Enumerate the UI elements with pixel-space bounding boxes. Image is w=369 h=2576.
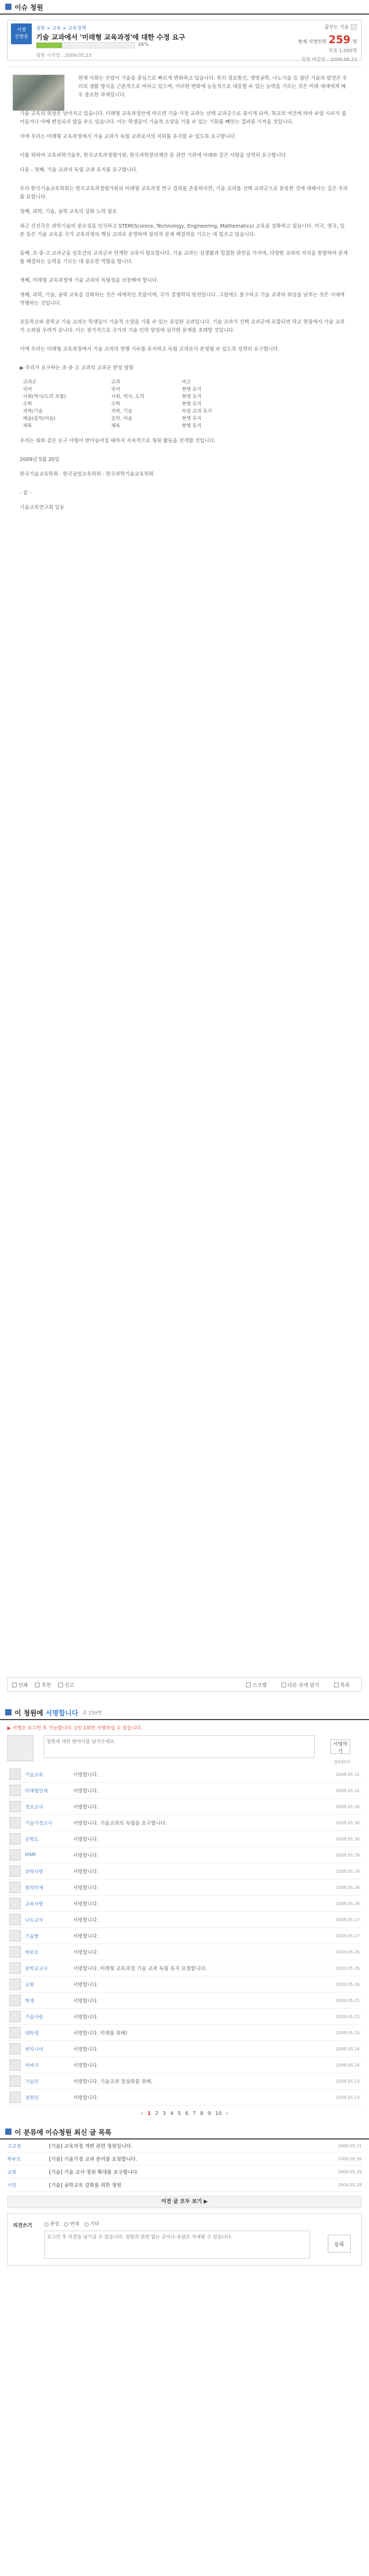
signer-date: 2009.05.26 [336, 1949, 360, 1955]
paragraph: 셋째, 미래형 교육과정에 기술 교과의 독립성을 보장해야 합니다. [20, 278, 158, 283]
petition-stats [279, 23, 357, 63]
signature-row [7, 1976, 362, 1993]
table-cell: 현행 유지 [181, 402, 202, 407]
table-cell: 국어 [111, 387, 120, 392]
signer-date: 2009.05.30 [336, 1804, 360, 1809]
page-link[interactable]: 4 [170, 2111, 174, 2117]
table-row [20, 401, 244, 408]
signer-message: 서명합니다. [73, 2095, 99, 2101]
related-header [0, 2125, 369, 2139]
pagination [0, 2111, 369, 2117]
signer-name[interactable]: 교육사랑 [25, 1901, 43, 1907]
signature-notice: ▶ 서명은 로그인 후 가능합니다. 1인 1회만 서명하실 수 있습니다. [7, 1726, 142, 1731]
signer-message: 서명합니다. [73, 1869, 99, 1875]
signer-name[interactable]: 기술짱 [25, 1934, 39, 1939]
table-row [20, 386, 244, 393]
avatar [9, 2059, 21, 2071]
section-title: 이슈 청원 [15, 4, 43, 12]
scrap-label: 스크랩 [252, 1683, 267, 1688]
signer-message: 서명합니다. 기술교과 정상화를 위해. [73, 2079, 153, 2085]
table-cell: 현행 유지 [181, 394, 202, 400]
related-title-link[interactable]: [기술] 교육과정 개편 관련 청원입니다. [49, 2144, 133, 2149]
signer-date: 2009.05.23 [336, 2079, 360, 2084]
signer-message: 서명합니다. 미래를 위해! [73, 2031, 128, 2036]
signature-row [7, 1912, 362, 1928]
list-label: 목록 [340, 1683, 350, 1688]
share-button[interactable] [281, 1681, 319, 1688]
signer-name[interactable]: 정보교사 [25, 1805, 43, 1810]
table-cell: 수학 [111, 402, 120, 407]
signer-name[interactable]: 공학도 [25, 1837, 39, 1843]
page-link[interactable]: 8 [200, 2111, 204, 2117]
signer-name[interactable]: 기술가정교사 [25, 1821, 53, 1826]
signature-header [0, 1706, 369, 1720]
signature-row [7, 2073, 362, 2089]
signer-name[interactable]: 기술인 [25, 2079, 39, 2085]
signer-message: 서명합니다. 미래형 교육과정 기술 교과 독립 유지 요청합니다. [73, 1966, 207, 1972]
avatar [9, 1769, 21, 1780]
table-cell: 음악, 미술 [111, 416, 132, 421]
signature-row [7, 1993, 362, 2009]
radio-icon [44, 2222, 48, 2226]
signer-message: 서명합니다. [73, 1772, 99, 1778]
table-header-cell: 비고 [181, 380, 191, 385]
paragraph: 최근 선진국은 과학기술의 중요성을 인식하고 STEM(Science, Technology, Engineering, Mathematics) 교육을 강화하고 있습니다. 미국, 영국, 일본 등은 기술 교육을 국가 교육과정의 핵심 교과로 운영하며 창의적 문제 해결력을 기르는 데 힘쓰고 있습니다. [20, 223, 345, 238]
paragraph: 이를 위하여 교육과학기술부, 한국교육과정평가원, 한국과학창의재단 등 관련 기관에 아래와 같은 사항을 강력히 요구합니다. [20, 153, 288, 158]
signer-name[interactable]: 아버지 [25, 2063, 39, 2069]
share-icon [281, 1683, 286, 1687]
signer-date: 2009.05.29 [336, 1869, 360, 1874]
avatar [9, 1882, 21, 1893]
signature-form [7, 1735, 362, 1766]
avatar [9, 1962, 21, 1974]
section-marker-icon [5, 2129, 11, 2135]
report-label: 신고 [64, 1683, 75, 1688]
paragraph: 첫째, 과학, 기술, 공학 교육의 강화 노력 필요 [20, 209, 117, 215]
page-link[interactable]: 6 [185, 2111, 189, 2117]
table-row [20, 415, 244, 422]
avatar [9, 1833, 21, 1845]
signature-progress-bar [36, 42, 135, 48]
signature-row [7, 1928, 362, 1944]
page-link[interactable]: 10 [215, 2111, 222, 2117]
thumbs-up-icon [35, 1683, 40, 1687]
signer-name[interactable]: 과학사랑 [25, 1869, 43, 1875]
paragraph: 둘째, 초·중·고 교과군을 상호간의 교과군과 연계한 교육이 필요합니다. 기술 교과는 실생활과 밀접한 관련을 가지며, 다양한 교과의 지식을 통합하여 문제를 해결하는 능력을 기르는 데 중요한 역할을 합니다. [20, 251, 348, 265]
avatar [9, 2011, 21, 2022]
start-date: 청원 시작일 : 2009.05.23 [36, 53, 92, 58]
signer-message: 서명합니다. 기술교과의 독립을 요구합니다. [73, 1821, 167, 1826]
avatar [9, 2092, 21, 2103]
signer-message: 서명합니다. [73, 1998, 99, 2004]
list-icon [334, 1683, 339, 1687]
related-date: 2009.05.31 [338, 2143, 362, 2148]
signer-name[interactable]: 청원인 [25, 2095, 39, 2101]
signer-name[interactable]: 교원 [25, 1982, 34, 1988]
avatar [7, 1735, 33, 1761]
progress-percent: 26% [138, 42, 149, 47]
avatar [9, 1785, 21, 1796]
related-date: 2009.05.29 [338, 2169, 362, 2174]
table-header-cell: 교과군 [23, 380, 37, 385]
related-row[interactable] [7, 2152, 362, 2166]
petition-body [7, 67, 362, 1671]
sign-button[interactable]: 서명하기 [330, 1739, 350, 1754]
signer-message: 서명합니다. [73, 1885, 99, 1891]
signer-date: 2009.05.31 [336, 1772, 360, 1777]
related-author[interactable]: 시민 [7, 2183, 17, 2188]
petition-date: 2009년 5월 20일 [20, 457, 59, 463]
status-badge: 서명 진행중 [11, 23, 32, 44]
petition-title: 기술 교과에서 '미래형 교육과정'에 대한 수정 요구 [36, 34, 186, 42]
signer-name[interactable]: 학부모 [25, 1950, 39, 1956]
author-name[interactable]: 꿈꾸는 기술 [324, 25, 349, 30]
avatar [9, 1898, 21, 1909]
signer-name[interactable]: 학생 [25, 1998, 34, 2004]
avatar [9, 1914, 21, 1925]
section-marker-icon [5, 1709, 11, 1715]
option-disagree[interactable] [64, 2220, 79, 2227]
signer-message: 서명합니다. [73, 1788, 99, 1794]
comment-input[interactable] [44, 2231, 310, 2259]
signer-name[interactable]: HSM [25, 1852, 36, 1858]
avatar [9, 1930, 21, 1942]
table-row [20, 422, 244, 430]
option-other[interactable] [84, 2220, 99, 2227]
related-row[interactable] [7, 2166, 362, 2179]
print-icon [12, 1683, 17, 1687]
signature-row [7, 2089, 362, 2106]
signature-row [7, 1831, 362, 1847]
signature-row [7, 1880, 362, 1896]
related-author[interactable]: 고교생 [7, 2144, 21, 2149]
char-limit: 0/100자 [334, 1760, 350, 1764]
signer-message: 서명합니다. [73, 1982, 99, 1988]
table-cell: 사회(역사/도덕 포함) [23, 394, 66, 400]
signer-date: 2009.05.28 [336, 1901, 360, 1906]
table-cell: 현행 유지 [181, 424, 202, 429]
related-row[interactable] [7, 2179, 362, 2192]
signature-row [7, 1863, 362, 1880]
signer-name[interactable]: 기술사랑 [25, 2014, 43, 2020]
paragraph: 현재 사회는 산업이 기술을 중심으로 빠르게 변화하고 있습니다. 특히 정보통신, 생명공학, 나노기술 등 첨단 기술의 발전은 우리의 생활 방식을 근본적으로 바꾸고 있으며, 이러한 변화에 능동적으로 대응할 수 있는 능력을 기르는 것은 미래 세대에게 매우 중요한 과제입니다. [78, 76, 348, 98]
related-author[interactable]: 학부모 [7, 2157, 21, 2162]
goal-count: 목표 1,000명 [328, 48, 357, 54]
signer-message: 서명합니다. [73, 2063, 99, 2069]
table-caption: ▶ 우리가 요구하는 초·중·고 교과의 교과군 편성 방향 [20, 365, 134, 371]
related-title-link[interactable]: [기술] 기술 교사 정원 확대를 요구합니다. [49, 2170, 139, 2175]
signer-date: 2009.05.25 [336, 1998, 360, 2003]
signer-date: 2009.05.24 [336, 2046, 360, 2051]
related-title-link[interactable]: [기술] 공학교육 강화를 위한 청원 [49, 2183, 121, 2188]
signer-date: 2009.05.25 [336, 2030, 360, 2035]
signer-date: 2009.05.26 [336, 1965, 360, 1971]
signer-date: 2009.05.24 [336, 2062, 360, 2068]
related-author[interactable]: 교원 [7, 2170, 17, 2175]
section-marker-icon [5, 4, 11, 10]
comment-submit-button[interactable]: 등록 [328, 2235, 351, 2253]
signer-date: 2009.05.25 [336, 2014, 360, 2019]
table-cell: 체육 [111, 424, 120, 429]
count-unit: 명 [352, 40, 357, 45]
list-button[interactable] [334, 1681, 350, 1688]
page-link[interactable]: 7 [192, 2111, 196, 2117]
recommend-label: 추천 [41, 1683, 51, 1688]
flag-icon [58, 1683, 63, 1687]
related-title-link[interactable]: [기술] 기술가정 교과 분리를 요청합니다. [49, 2157, 138, 2162]
table-cell: 국어 [23, 387, 32, 392]
avatar [9, 2043, 21, 2055]
signature-row [7, 1896, 362, 1912]
table-row [20, 408, 244, 415]
signer-date: 2009.05.30 [336, 1820, 360, 1825]
avatar [9, 1817, 21, 1828]
paragraph: 우리 한국기술교육학회는 한국교육과정평가원의 미래형 교육과정 연구 결과를 존중하지만, 기술 교과를 선택 교과군으로 분류한 것에 대해서는 깊은 우려를 표합니다. [20, 186, 348, 200]
radio-icon [84, 2222, 89, 2226]
signer-date: 2009.05.30 [336, 1836, 360, 1841]
option-label: 기타 [90, 2222, 100, 2227]
table-row [20, 393, 244, 401]
avatar [9, 2027, 21, 2038]
signature-row [7, 2025, 362, 2041]
count-label: 현재 서명인원 [298, 40, 327, 45]
curriculum-table [20, 379, 244, 430]
signer-message: 서명합니다. [73, 1853, 99, 1859]
paragraph: 이에 우리는 미래형 교육과정에서 기술 교과의 현행 시수를 유지하고 독립 교과로서 운영될 수 있도록 강력히 요구합니다. [20, 346, 279, 352]
related-title: 이 분류에 이슈청원 최신 글 목록 [15, 2129, 112, 2137]
petition-authors: 한국기술교육학회 · 한국공업교육학회 · 한국과학기술교육학회 [20, 471, 154, 477]
signer-message: 서명합니다. [73, 1837, 99, 1843]
petition-text [20, 74, 349, 518]
signature-row [7, 1815, 362, 1831]
paragraph: 이에 우리는 미래형 교육과정에서 기술 교과가 독립 교과로서의 지위를 유지할 수 있도록 요구합니다. [20, 134, 237, 140]
signer-name[interactable]: 미래형인재 [25, 1788, 48, 1794]
signature-count: 259 [328, 33, 351, 46]
signer-name[interactable]: 창의인재 [25, 1885, 43, 1891]
signer-name[interactable]: 기술교육 [25, 1772, 43, 1778]
paragraph: 다음 - 첫째, 기술 교과의 독립 교과 유지를 요구합니다. [20, 167, 138, 173]
paragraph: 초등학교와 중학교 기술 교과는 학생들이 기술적 소양을 기를 수 있는 유일한 교과입니다. 기술 교과가 선택 교과군에 포함되면 학교 현장에서 기술 교과가 소외될 우려가 큽니다. 이는 장기적으로 국가의 기술 인력 양성에 심각한 문제를 초래할 것입니다. [20, 319, 345, 333]
page-link[interactable]: › [226, 2111, 228, 2117]
petition-category[interactable]: 청원 > 교육 > 교육정책 [36, 26, 87, 31]
signer-name[interactable]: 엔지니어 [25, 2047, 43, 2052]
avatar [9, 2075, 21, 2087]
table-cell: 예술(음악/미술) [23, 416, 56, 421]
avatar [9, 1995, 21, 2006]
related-row[interactable] [7, 2139, 362, 2152]
signer-message: 서명합니다. [73, 1950, 99, 1956]
signature-row [7, 2057, 362, 2073]
table-cell: 사회, 역사, 도덕 [111, 394, 144, 400]
related-date: 2009.05.28 [338, 2182, 362, 2187]
print-button[interactable] [12, 1681, 28, 1688]
table-cell: 현행 유지 [181, 416, 202, 421]
signer-message: 서명합니다. [73, 1918, 99, 1923]
signer-date: 2009.05.31 [336, 1788, 360, 1793]
signer-date: 2009.05.26 [336, 1982, 360, 1987]
signature-input[interactable] [44, 1735, 315, 1758]
table-cell: 과학, 기술 [111, 409, 132, 414]
radio-icon [64, 2222, 68, 2226]
page-link[interactable]: ‹ [141, 2111, 143, 2117]
signer-date: 2009.05.27 [336, 1917, 360, 1922]
signer-name[interactable]: 대학생 [25, 2031, 39, 2036]
option-label: 찬성 [50, 2222, 59, 2227]
signature-row [7, 2009, 362, 2025]
signer-name[interactable]: 나도교사 [25, 1918, 43, 1923]
related-list [7, 2139, 362, 2192]
option-agree[interactable] [44, 2220, 59, 2227]
signer-name[interactable]: 중학교교사 [25, 1966, 48, 1972]
paragraph: 기술 교육의 위상은 낮아지고 있습니다. 미래형 교육과정안에 따르면 기술·가정 교과는 선택 교과군으로 묶이게 되며, 학교의 여건에 따라 수업 시수가 줄어들거나 아예 편성되지 않을 수도 있습니다. 이는 학생들이 기술적 소양을 기를 수 있는 기회를 빼앗는 결과를 가져올 것입니다. [20, 111, 347, 125]
signer-message: 서명합니다. [73, 2047, 99, 2052]
end-mark: - 끝 - [20, 490, 32, 496]
table-cell: 현행 유지 [181, 387, 202, 392]
signature-row [7, 2041, 362, 2057]
table-header-row [20, 379, 244, 386]
table-header-cell: 교과 [111, 380, 120, 385]
page-link[interactable]: 2 [155, 2111, 158, 2117]
signature-row [7, 1783, 362, 1799]
signature-row [7, 1960, 362, 1976]
signature-title-highlight: 서명합니다 [45, 1709, 79, 1718]
section-header [0, 0, 369, 15]
signature-total: 총 259명 [82, 1710, 102, 1716]
table-cell: 수학 [23, 402, 32, 407]
avatar [9, 1801, 21, 1812]
clip-icon [246, 1683, 251, 1687]
signer-message: 서명합니다. [73, 2014, 99, 2020]
signer-date: 2009.05.28 [336, 1885, 360, 1890]
action-bar [7, 1677, 362, 1692]
avatar [9, 1849, 21, 1861]
signer-message: 서명합니다. [73, 1805, 99, 1810]
comment-label: 의견쓰기 [13, 2223, 32, 2229]
signature-row [7, 1847, 362, 1863]
print-label: 인쇄 [18, 1683, 28, 1688]
related-date: 2009.05.30 [338, 2156, 362, 2161]
avatar [9, 1946, 21, 1958]
signature-title [15, 1708, 78, 1718]
recommend-button[interactable] [35, 1681, 51, 1688]
table-cell: 과학/기술 [23, 409, 43, 414]
avatar [9, 1978, 21, 1990]
paragraph: 셋째, 과학, 기술, 공학 교육을 강화하는 것은 세계적인 흐름이며, 국가 경쟁력의 원천입니다. 그럼에도 불구하고 기술 교과의 위상을 낮추는 것은 시대에 역행하는 것입니다. [20, 292, 345, 306]
paragraph: 우리는 위와 같은 요구 사항이 받아들여질 때까지 지속적으로 청원 활동을 전개할 것입니다. [20, 438, 216, 444]
petition-header [7, 20, 362, 63]
signer-message: 서명합니다. [73, 1901, 99, 1907]
signature-row [7, 1799, 362, 1815]
end-date: 청원 마감일 : 2009.06.23 [301, 57, 357, 63]
page-link[interactable]: 1 [147, 2111, 151, 2117]
signer-message: 서명합니다. [73, 1934, 99, 1939]
more-button[interactable]: 이전 글 모두 보기 ▶ [7, 2196, 362, 2208]
signature-row [7, 1766, 362, 1783]
table-cell: 독립 교과 유지 [181, 409, 212, 414]
option-label: 반대 [70, 2222, 79, 2227]
signature-row [7, 1944, 362, 1960]
page-link[interactable]: 3 [162, 2111, 166, 2117]
signature-list [7, 1766, 362, 2106]
table-cell: 체육 [23, 424, 32, 429]
comment-form [7, 2213, 362, 2266]
avatar [9, 1865, 21, 1877]
signer-date: 2009.05.27 [336, 1933, 360, 1938]
signer-date: 2009.05.29 [336, 1852, 360, 1858]
signature-title-prefix: 이 청원에 [15, 1709, 43, 1718]
scrap-button[interactable] [246, 1681, 267, 1688]
page-link[interactable]: 9 [207, 2111, 211, 2117]
user-icon [351, 24, 357, 30]
petition-signoff: 기술교육연구회 일동 [20, 505, 65, 511]
comment-options [44, 2220, 99, 2227]
share-label: 다른 곳에 담기 [287, 1683, 319, 1688]
report-button[interactable] [58, 1681, 74, 1688]
signer-date: 2009.05.23 [336, 2095, 360, 2100]
page-link[interactable]: 5 [177, 2111, 181, 2117]
